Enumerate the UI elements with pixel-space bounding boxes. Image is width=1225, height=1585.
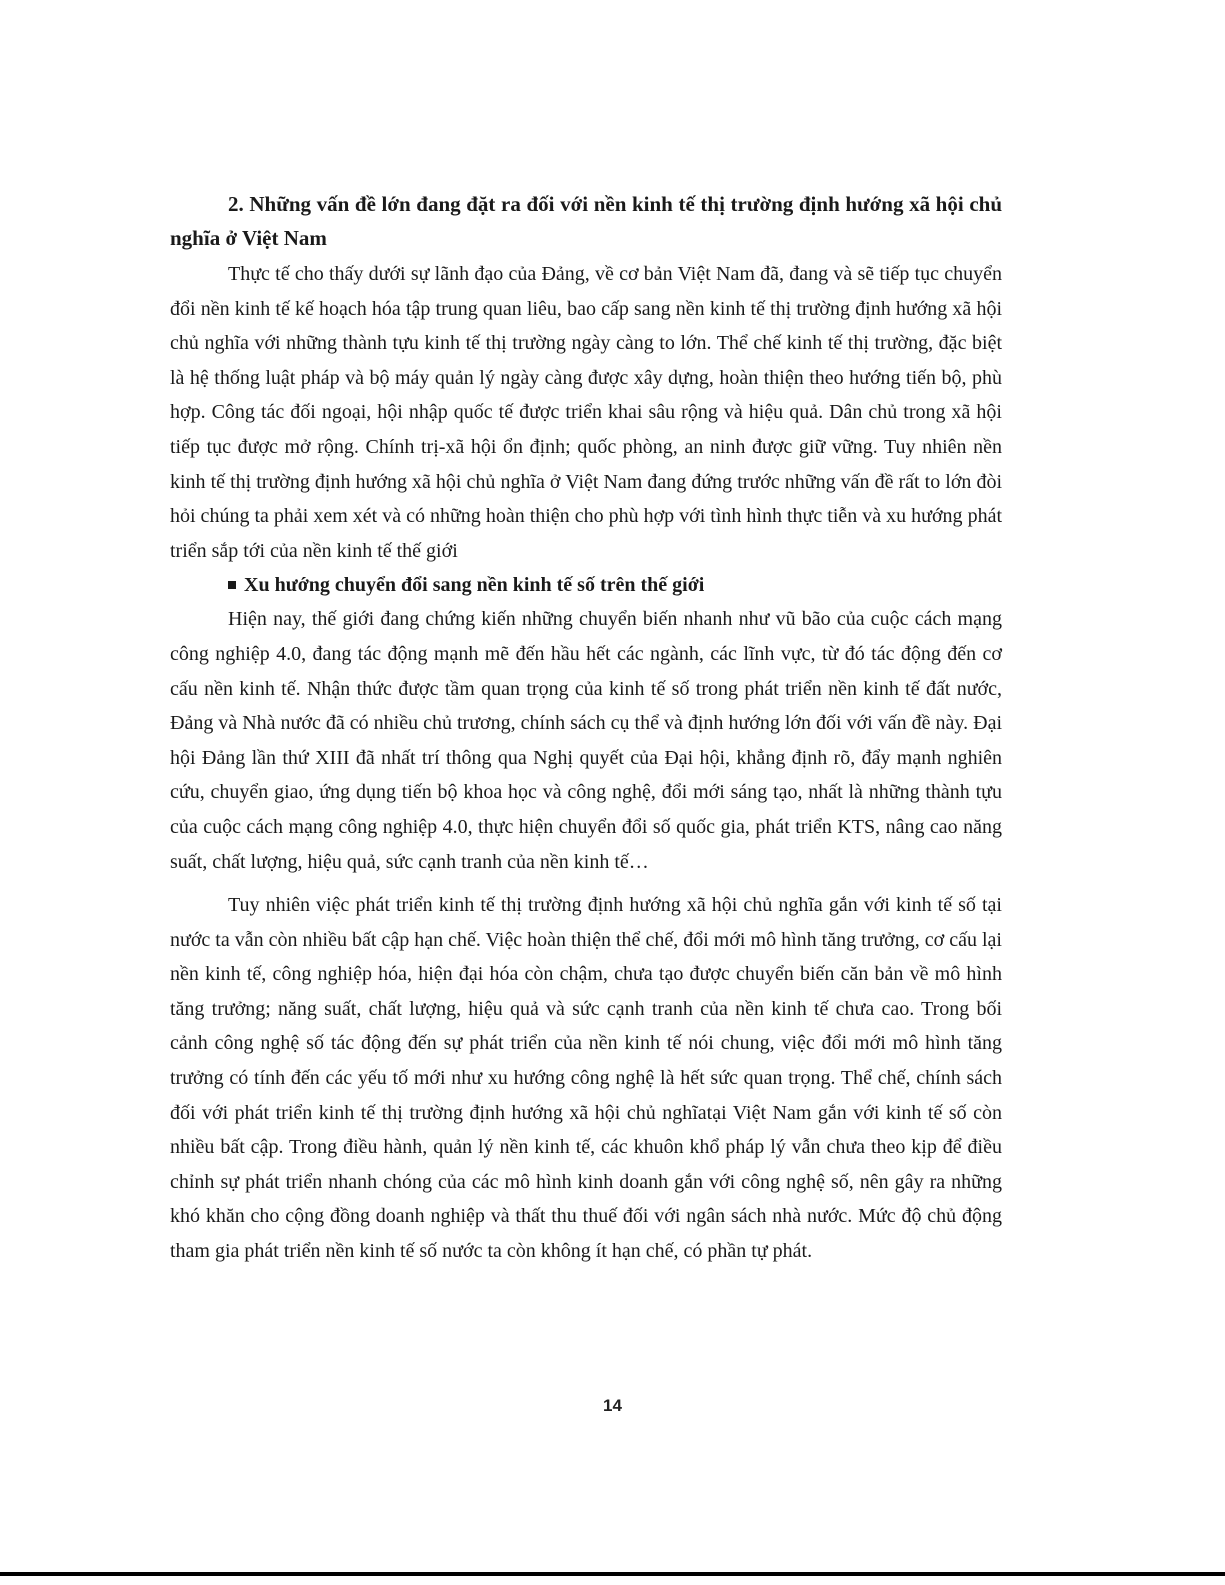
bottom-border-line	[0, 1572, 1225, 1576]
page-content	[170, 187, 1002, 1269]
square-bullet-icon	[228, 581, 236, 589]
bullet-heading	[170, 568, 1002, 602]
bullet-heading-text: Xu hướng chuyển đổi sang nền kinh tế số trên thế giới	[244, 574, 705, 597]
page-number: 14	[603, 1396, 622, 1415]
section-heading: 2. Những vấn đề lớn đang đặt ra đối với nền kinh tế thị trường định hướng xã hội chủ nghĩa ở Việt Nam	[170, 192, 1002, 250]
body-paragraph: Thực tế cho thấy dưới sự lãnh đạo của Đảng, về cơ bản Việt Nam đã, đang và sẽ tiếp tục chuyển đổi nền kinh tế kế hoạch hóa tập trung quan liêu, bao cấp sang nền kinh tế thị trường định hướng xã hội chủ nghĩa với những thành tựu kinh tế thị trường ngày càng to lớn. Thể chế kinh tế thị trường, đặc biệt là hệ thống luật pháp và bộ máy quản lý ngày càng được xây dựng, hoàn thiện theo hướng tiến bộ, phù hợp. Công tác đối ngoại, hội nhập quốc tế được triển khai sâu rộng và hiệu quả. Dân chủ trong xã hội tiếp tục được mở rộng. Chính trị-xã hội ổn định; quốc phòng, an ninh được giữ vững. Tuy nhiên nền kinh tế thị trường định hướng xã hội chủ nghĩa ở Việt Nam đang đứng trước những vấn đề rất to lớn đòi hỏi chúng ta phải xem xét và có những hoàn thiện cho phù hợp với tình hình thực tiễn và xu hướng phát triển sắp tới của nền kinh tế thế giới	[170, 263, 1002, 562]
body-paragraph: Hiện nay, thế giới đang chứng kiến những chuyển biến nhanh như vũ bão của cuộc cách mạng công nghiệp 4.0, đang tác động mạnh mẽ đến hầu hết các ngành, các lĩnh vực, từ đó tác động đến cơ cấu nền kinh tế. Nhận thức được tầm quan trọng của kinh tế số trong phát triển nền kinh tế đất nước, Đảng và Nhà nước đã có nhiều chủ trương, chính sách cụ thể và định hướng lớn đối với vấn đề này. Đại hội Đảng lần thứ XIII đã nhất trí thông qua Nghị quyết của Đại hội, khẳng định rõ, đẩy mạnh nghiên cứu, chuyển giao, ứng dụng tiến bộ khoa học và công nghệ, đổi mới sáng tạo, nhất là những thành tựu của cuộc cách mạng công nghiệp 4.0, thực hiện chuyển đổi số quốc gia, phát triển KTS, nâng cao năng suất, chất lượng, hiệu quả, sức cạnh tranh của nền kinh tế…	[170, 608, 1002, 873]
body-paragraph: Tuy nhiên việc phát triển kinh tế thị trường định hướng xã hội chủ nghĩa gắn với kinh tế số tại nước ta vẫn còn nhiều bất cập hạn chế. Việc hoàn thiện thể chế, đổi mới mô hình tăng trưởng, cơ cấu lại nền kinh tế, công nghiệp hóa, hiện đại hóa còn chậm, chưa tạo được chuyển biến căn bản về mô hình tăng trưởng; năng suất, chất lượng, hiệu quả và sức cạnh tranh của nền kinh tế chưa cao. Trong bối cảnh công nghệ số tác động đến sự phát triển của nền kinh tế nói chung, việc đổi mới mô hình tăng trưởng có tính đến các yếu tố mới như xu hướng công nghệ là hết sức quan trọng. Thể chế, chính sách đối với phát triển kinh tế thị trường định hướng xã hội chủ nghĩatại Việt Nam gắn với kinh tế số còn nhiều bất cập. Trong điều hành, quản lý nền kinh tế, các khuôn khổ pháp lý vẫn chưa theo kịp để điều chỉnh sự phát triển nhanh chóng của các mô hình kinh doanh gắn với công nghệ số, nên gây ra những khó khăn cho cộng đồng doanh nghiệp và thất thu thuế đối với ngân sách nhà nước. Mức độ chủ động tham gia phát triển nền kinh tế số nước ta còn không ít hạn chế, có phần tự phát.	[170, 894, 1002, 1263]
